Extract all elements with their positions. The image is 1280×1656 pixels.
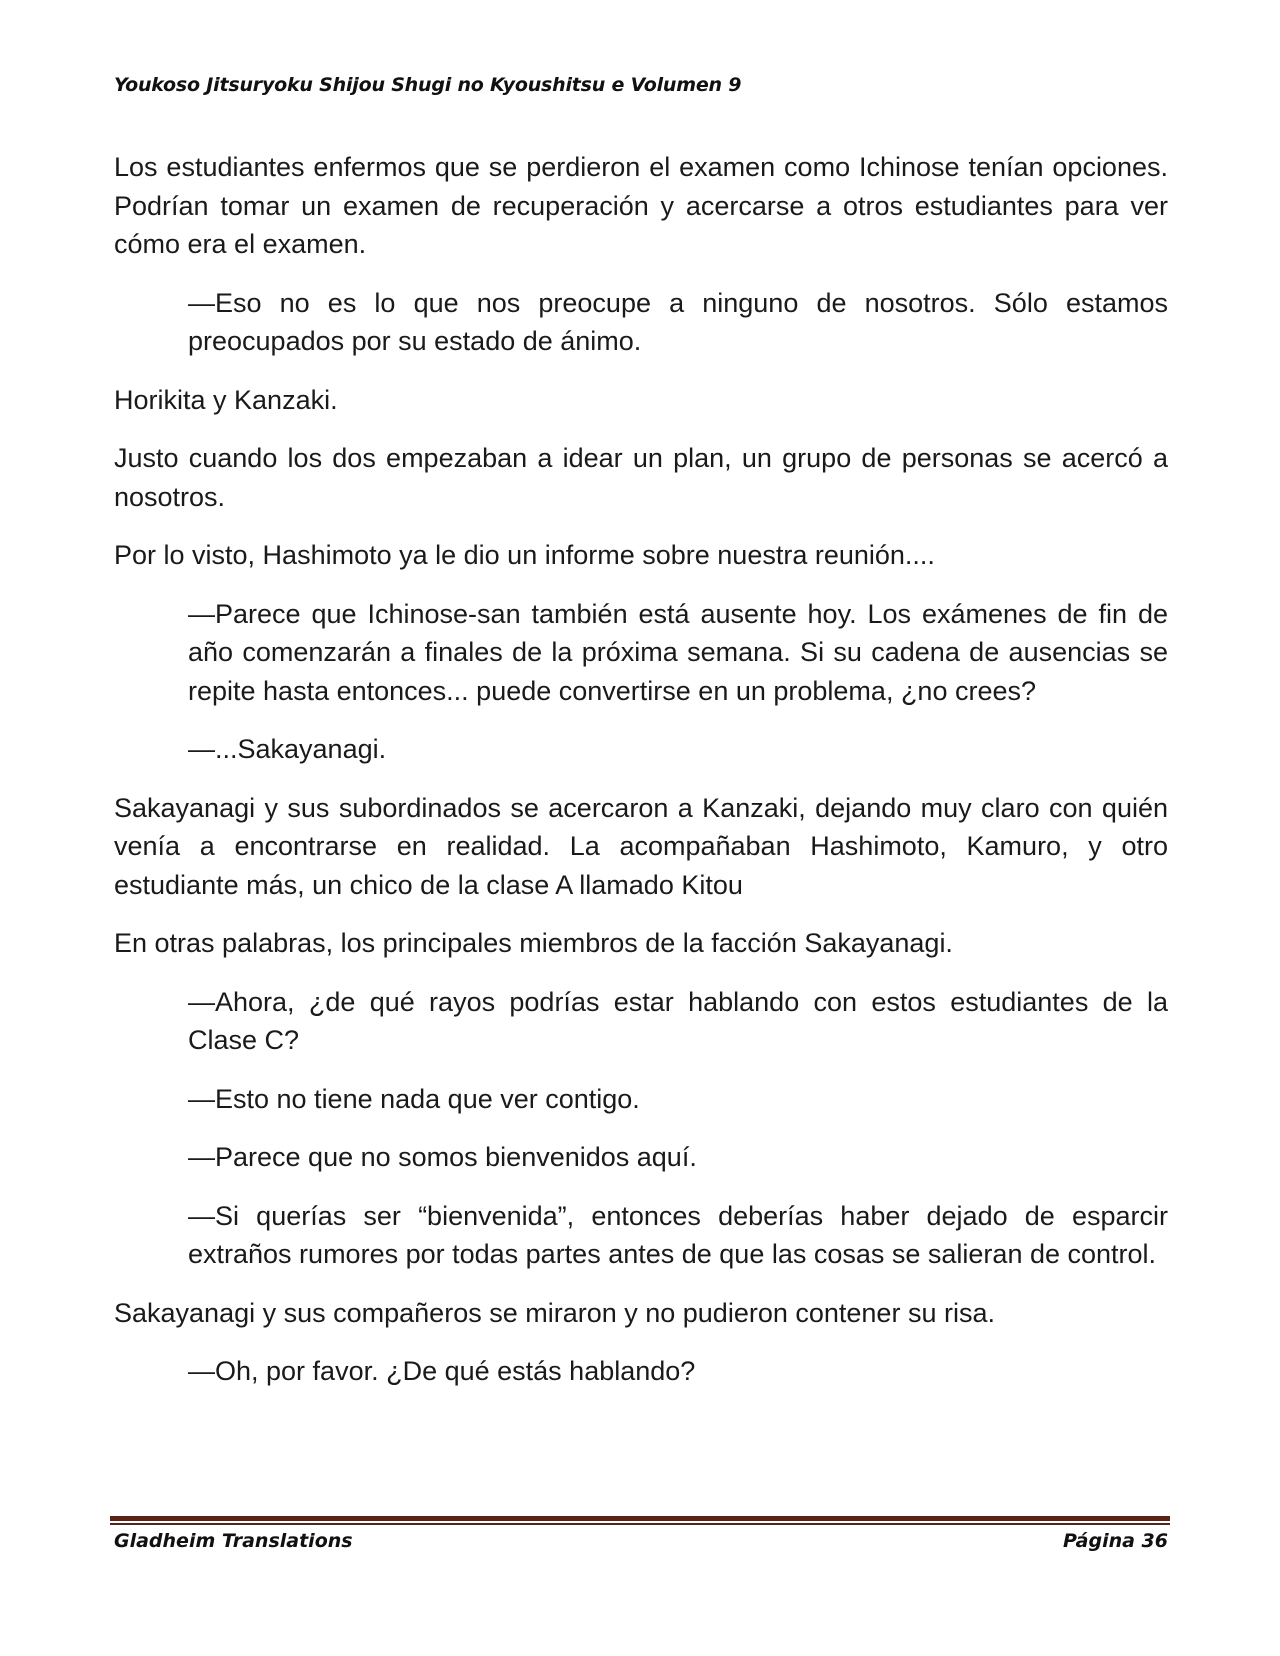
paragraph: Justo cuando los dos empezaban a idear un plan, un grupo de personas se acercó a nosotros. [114,443,1168,512]
footer-divider-thin-line [110,1523,1170,1525]
dialogue-paragraph: —Parece que Ichinose-san también está ausente hoy. Los exámenes de fin de año comenzarán a finales de la próxima semana. Si su cadena de ausencias se repite hasta entonces... puede convertirse en un problema, ¿no crees? [188,598,1168,706]
dialogue-paragraph: —Parece que no somos bienvenidos aquí. [188,1142,697,1172]
paragraph: Horikita y Kanzaki. [114,384,338,415]
dialogue-paragraph: —Oh, por favor. ¿De qué estás hablando? [188,1356,696,1386]
dialogue-paragraph: —Eso no es lo que nos preocupe a ninguno de nosotros. Sólo estamos preocupados por su estado de ánimo. [188,287,1168,356]
paragraph: Los estudiantes enfermos que se perdieron el examen como Ichinose tenían opciones. Podrían tomar un examen de recuperación y acercarse a otros estudiantes para ver cómo era el examen. [114,152,1168,259]
dialogue-paragraph: —...Sakayanagi. [188,734,387,764]
paragraph: En otras palabras, los principales miembros de la facción Sakayanagi. [114,928,953,958]
paragraph: Sakayanagi y sus subordinados se acercaron a Kanzaki, dejando muy claro con quién venía a encontrarse en realidad. La acompañaban Hashimoto, Kamuro, y otro estudiante más, un chico de la clase A llamado Kitou [114,792,1168,900]
footer-divider-thick-line [110,1516,1170,1521]
page-header-title: Youkoso Jitsuryoku Shijou Shugi no Kyoushitsu e Volumen 9 [114,74,742,96]
dialogue-paragraph: —Si querías ser “bienvenida”, entonces deberías haber dejado de esparcir extraños rumores por todas partes antes de que las cosas se salieran de control. [188,1200,1168,1269]
dialogue-paragraph: —Esto no tiene nada que ver contigo. [188,1083,640,1114]
paragraph: Por lo visto, Hashimoto ya le dio un informe sobre nuestra reunión.... [114,540,935,570]
dialogue-paragraph: —Ahora, ¿de qué rayos podrías estar hablando con estos estudiantes de la Clase C? [188,986,1168,1055]
page-body [114,148,1168,1411]
footer-page-number: Página 36 [1062,1530,1168,1552]
footer-translator-credit: Gladheim Translations [114,1530,353,1552]
paragraph: Sakayanagi y sus compañeros se miraron y no pudieron contener su risa. [114,1297,995,1328]
